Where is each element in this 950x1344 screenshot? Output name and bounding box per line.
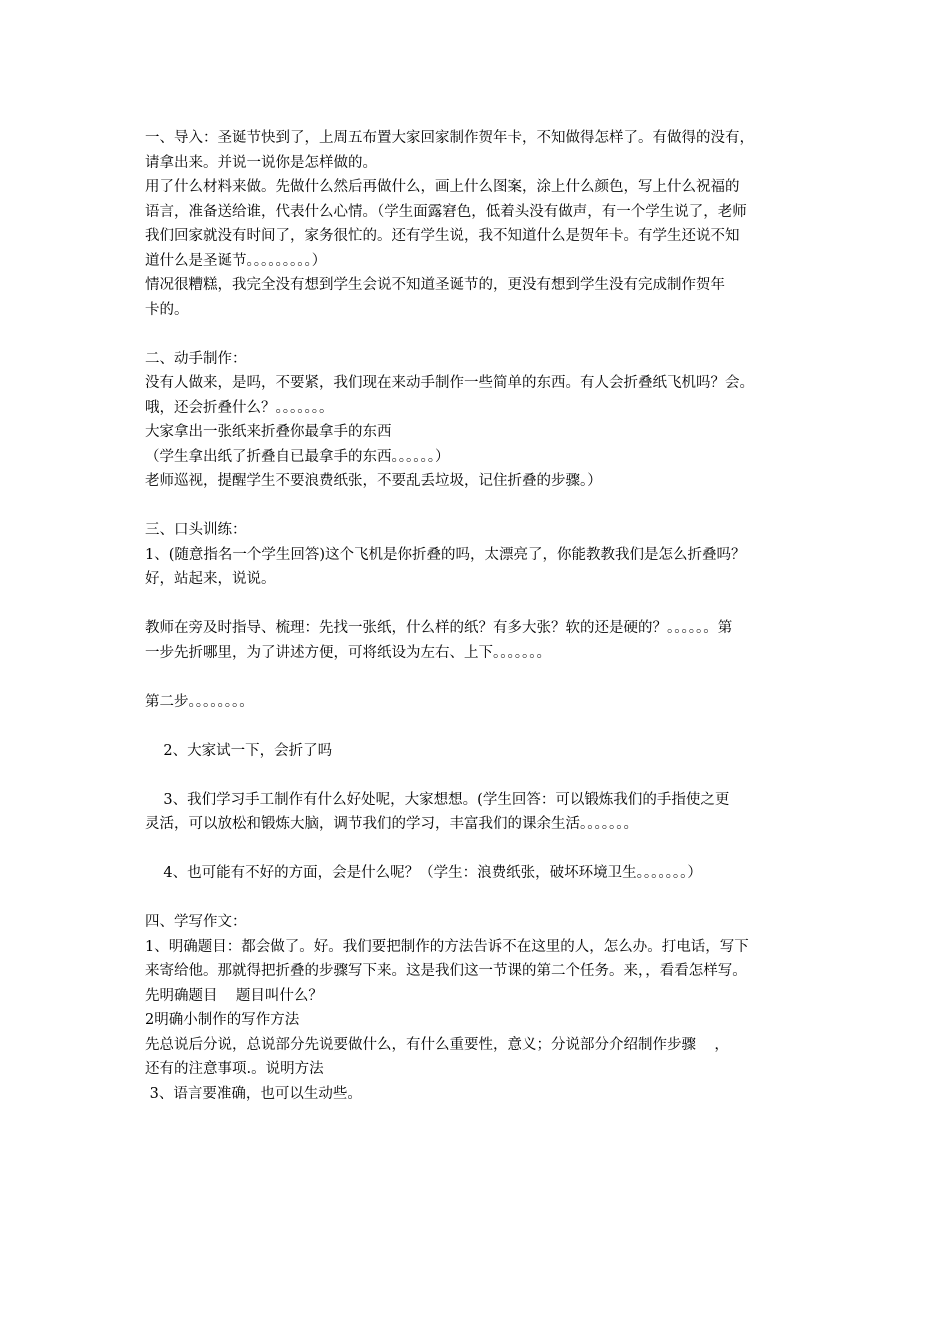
section3-item1-line: 1、(随意指名一个学生回答)这个飞机是你折叠的吗，太漂亮了，你能教教我们是怎么折叠吗？ (145, 546, 746, 563)
section2-line: 老师巡视，提醒学生不要浪费纸张，不要乱丢垃圾，记住折叠的步骤。） (145, 473, 602, 489)
section3-item4: 4、也可能有不好的方面，会是什么呢？（学生：浪费纸张，破坏环境卫生。。。。。。。） (145, 865, 702, 881)
section3-heading: 三、口头训练： (145, 522, 247, 538)
section4-line: 3、语言要准确，也可以生动些。 (145, 1085, 362, 1102)
section1-line: 我们回家就没有时间了，家务很忙的。还有学生说，我不知道什么是贺年卡。有学生还说不知 (145, 228, 740, 244)
section1-line: 请拿出来。并说一说你是怎样做的。 (145, 154, 377, 171)
section2-line: （学生拿出纸了折叠自已最拿手的东西。。。。。。） (145, 448, 450, 465)
section3-item1-line: 好，站起来，说说。 (145, 571, 276, 587)
section4-line: 2明确小制作的写作方法 (145, 1012, 300, 1028)
document-body (145, 126, 825, 1106)
spacer (145, 494, 825, 519)
spacer (145, 665, 825, 690)
spacer (145, 763, 825, 788)
spacer (145, 837, 825, 862)
spacer (145, 886, 825, 911)
spacer (145, 592, 825, 617)
section4-line: 来寄给他。那就得把折叠的步骤写下来。这是我们这一节课的第二个任务。来，，看看怎样写。 (145, 963, 747, 979)
section4-line: 1、明确题目：都会做了。好。我们要把制作的方法告诉不在这里的人，怎么办。打电话，写下 (145, 938, 749, 955)
section1-line: 情况很糟糕，我完全没有想到学生会说不知道圣诞节的，更没有想到学生没有完成制作贺年 (145, 277, 725, 293)
section3-item3-line: 灵活，可以放松和锻炼大脑，调节我们的学习，丰富我们的课余生活。。。。。。。 (145, 816, 638, 832)
section4-line: 先明确题目 题目叫什么？ (145, 987, 323, 1004)
section4-heading: 四、学写作文： (145, 914, 247, 930)
section3-guide-line: 教师在旁及时指导、梳理：先找一张纸，什么样的纸？有多大张？软的还是硬的？。。。。。。第 (145, 620, 733, 636)
spacer (145, 322, 825, 347)
section1-line: 语言，准备送给谁，代表什么心情。（学生面露窘色，低着头没有做声，有一个学生说了，老师 (145, 203, 747, 220)
section3-item2: 2、大家试一下，会折了吗 (145, 742, 333, 759)
section1-line: 道什么是圣诞节。。。。。。。。。） (145, 252, 327, 269)
section3-item3-line: 3、我们学习手工制作有什么好处呢，大家想想。(学生回答：可以锻炼我们的手指使之更 (145, 791, 730, 808)
section2-line: 大家拿出一张纸来折叠你最拿手的东西 (145, 424, 392, 440)
section1-line: 用了什么材料来做。先做什么然后再做什么，画上什么图案，涂上什么颜色，写上什么祝福的 (145, 179, 740, 195)
section4-line: 还有的注意事项.。说明方法 (145, 1061, 324, 1077)
section3-guide-line: 一步先折哪里，为了讲述方便，可将纸设为左右、上下。。。。。。。 (145, 644, 551, 661)
section1-line: 卡的。 (145, 301, 189, 318)
spacer (145, 714, 825, 739)
section2-heading: 二、动手制作： (145, 350, 247, 367)
section4-line: 先总说后分说，总说部分先说要做什么，有什么重要性，意义；分说部分介绍制作步骤 ， (145, 1036, 729, 1053)
section1-heading: 一、导入：圣诞节快到了，上周五布置大家回家制作贺年卡，不知做得怎样了。有做得的没有， (145, 130, 754, 146)
section3-step2: 第二步。。。。。。。。 (145, 693, 254, 710)
section2-line: 没有人做来，是吗，不要紧，我们现在来动手制作一些简单的东西。有人会折叠纸飞机吗？会。 (145, 375, 754, 391)
section2-line: 哦，还会折叠什么？。。。。。。。 (145, 399, 334, 416)
